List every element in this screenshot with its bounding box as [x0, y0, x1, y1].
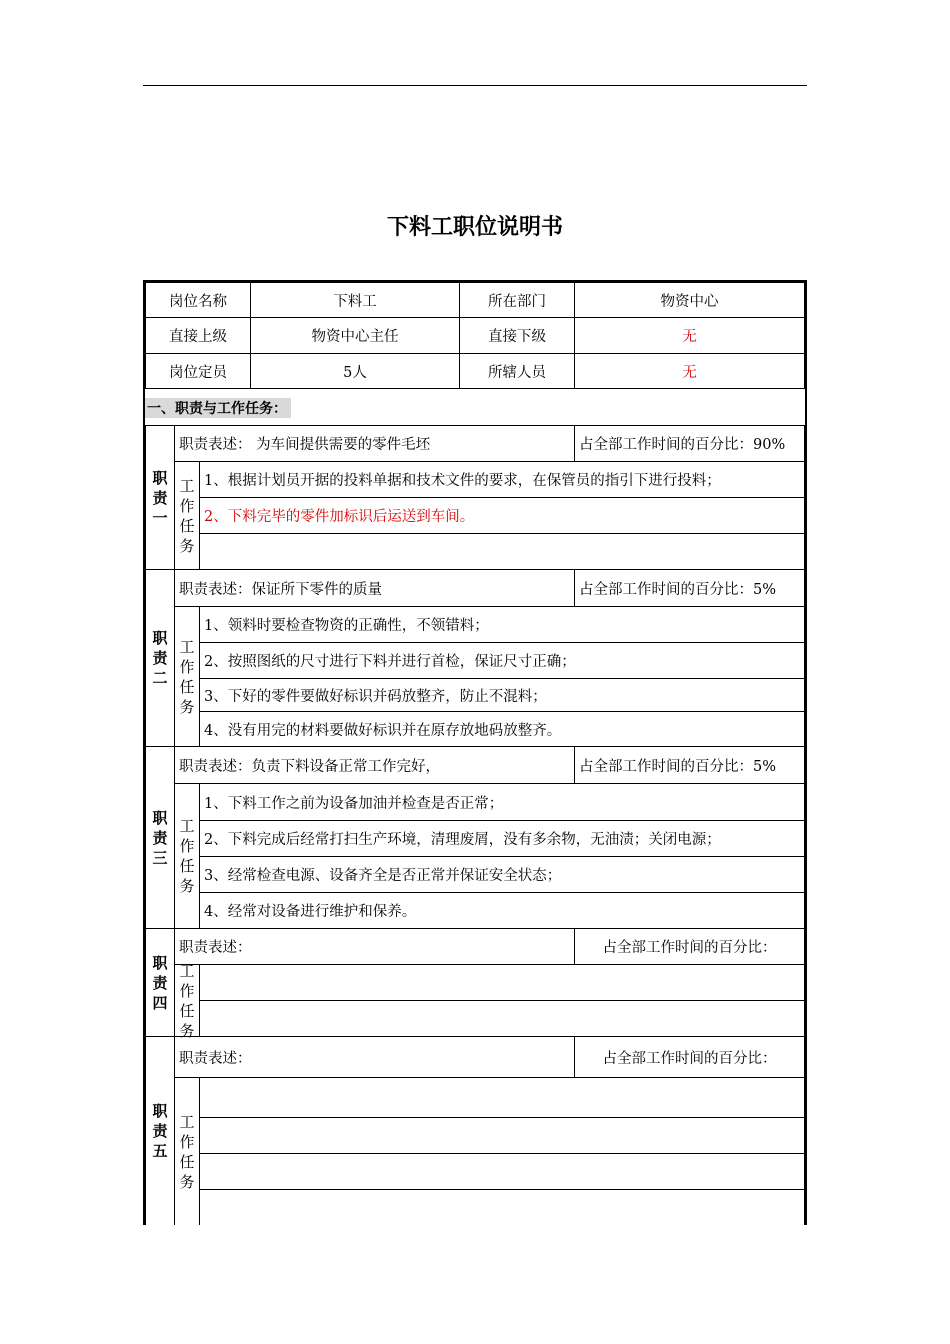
task-item: 2、下料完毕的零件加标识后运送到车间。 — [199, 497, 805, 534]
task-item — [199, 533, 805, 570]
duty-description: 职责表述： — [174, 928, 575, 965]
duty-time-percent: 占全部工作时间的百分比： — [574, 1036, 805, 1078]
duty-time-percent: 占全部工作时间的百分比： — [574, 928, 805, 965]
label-managed-staff: 所辖人员 — [459, 353, 575, 389]
task-item — [199, 1153, 805, 1190]
task-item — [199, 1189, 805, 1225]
task-item — [199, 1117, 805, 1154]
label-subordinate: 直接下级 — [459, 317, 575, 354]
duty-label: 职责二 — [145, 569, 175, 747]
value-department: 物资中心 — [574, 282, 805, 318]
value-position-name: 下料工 — [250, 282, 460, 318]
value-supervisor: 物资中心主任 — [250, 317, 460, 354]
duty-time-percent: 占全部工作时间的百分比：5% — [574, 569, 805, 607]
task-item: 3、经常检查电源、设备齐全是否正常并保证安全状态； — [199, 856, 805, 893]
task-item: 3、下好的零件要做好标识并码放整齐，防止不混料； — [199, 678, 805, 712]
duty-time-percent: 占全部工作时间的百分比：5% — [574, 746, 805, 784]
header-rule — [143, 85, 807, 86]
task-item: 4、没有用完的材料要做好标识并在原存放地码放整齐。 — [199, 711, 805, 747]
duty-label: 职责三 — [145, 746, 175, 929]
task-item: 1、根据计划员开据的投料单据和技术文件的要求，在保管员的指引下进行投料； — [199, 461, 805, 498]
task-item: 1、下料工作之前为设备加油并检查是否正常； — [199, 783, 805, 821]
duty-description: 职责表述： 为车间提供需要的零件毛坯 — [174, 425, 575, 462]
task-item: 2、按照图纸的尺寸进行下料并进行首检，保证尺寸正确； — [199, 642, 805, 679]
duty-description: 职责表述：负责下料设备正常工作完好， — [174, 746, 575, 784]
page-title: 下料工职位说明书 — [386, 215, 563, 240]
task-item — [199, 964, 805, 1001]
task-label: 工作任务 — [174, 606, 200, 747]
task-label: 工作任务 — [174, 461, 200, 570]
task-label: 工作任务 — [174, 783, 200, 929]
duty-description: 职责表述： — [174, 1036, 575, 1078]
task-item — [199, 1000, 805, 1037]
value-managed-staff: 无 — [574, 353, 805, 389]
task-item: 4、经常对设备进行维护和保养。 — [199, 892, 805, 929]
task-item: 2、下料完成后经常打扫生产环境，清理废屑，没有多余物，无油渍；关闭电源； — [199, 820, 805, 857]
value-headcount: 5人 — [250, 353, 460, 389]
task-item: 1、领料时要检查物资的正确性，不领错料； — [199, 606, 805, 643]
duty-description: 职责表述：保证所下零件的质量 — [174, 569, 575, 607]
section-heading: 一、职责与工作任务： — [145, 398, 291, 418]
label-position-name: 岗位名称 — [145, 282, 251, 318]
label-department: 所在部门 — [459, 282, 575, 318]
duty-label: 职责一 — [145, 425, 175, 570]
duty-time-percent: 占全部工作时间的百分比：90% — [574, 425, 805, 462]
task-label: 工作任务 — [174, 964, 200, 1037]
task-label: 工作任务 — [174, 1077, 200, 1225]
task-item — [199, 1077, 805, 1118]
duty-label: 职责五 — [145, 1036, 175, 1225]
label-supervisor: 直接上级 — [145, 317, 251, 354]
duty-label: 职责四 — [145, 928, 175, 1037]
value-subordinate: 无 — [574, 317, 805, 354]
label-headcount: 岗位定员 — [145, 353, 251, 389]
